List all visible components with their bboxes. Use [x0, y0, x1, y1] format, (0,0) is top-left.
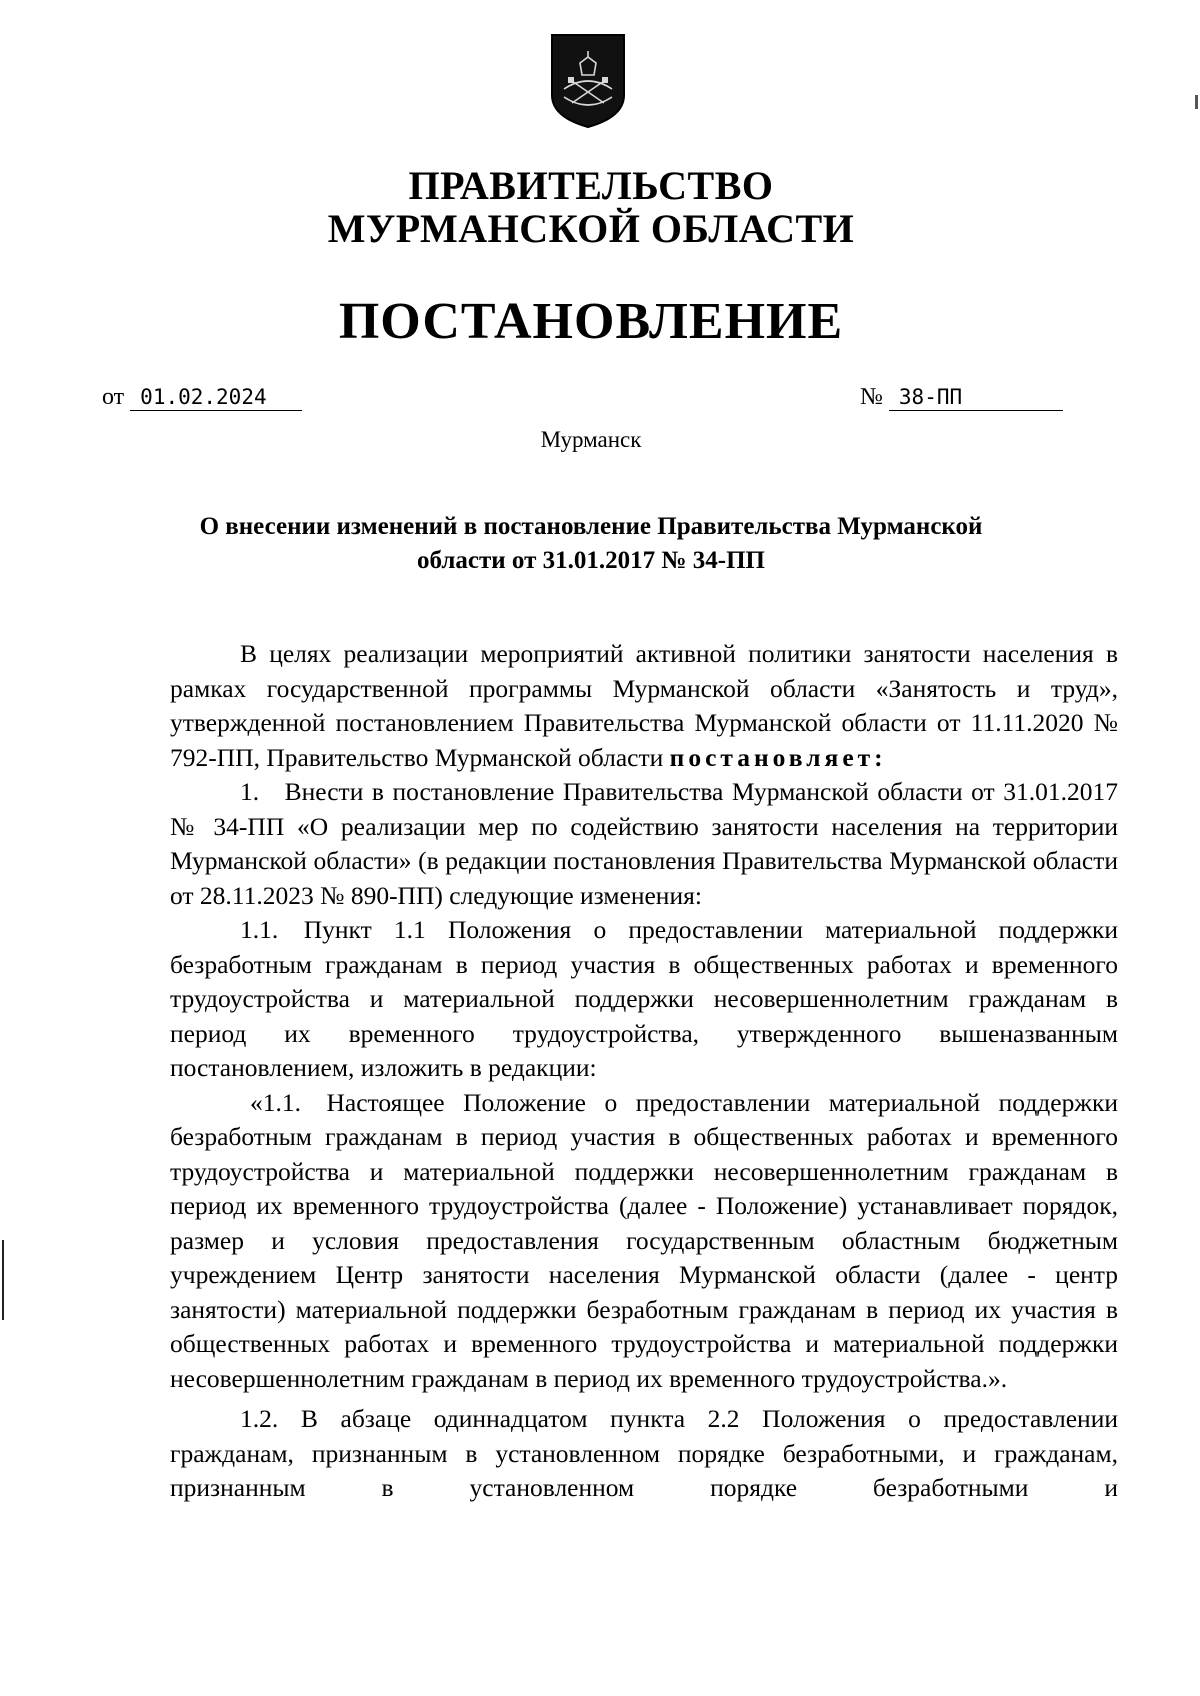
date-value: 01.02.2024 — [130, 385, 302, 411]
item-1-1-paragraph: 1.1. Пункт 1.1 Положения о предоставлении материальной поддержки безработным гражданам в период участия в общественных работах и временного трудоустройства и материальной поддержки несовершеннолетним гражданам в период их временного трудоустройства, утвержденного вышеназванным постановлением, изложить в редакции: — [170, 915, 1118, 1082]
subject-line2: области от 31.01.2017 № 34-ПП — [417, 547, 765, 574]
scan-edge-mark — [2, 1240, 4, 1320]
coat-of-arms-emblem — [550, 33, 626, 129]
document-date — [102, 384, 302, 411]
date-prefix: от — [102, 384, 125, 410]
document-type: ПОСТАНОВЛЕНИЕ — [338, 293, 844, 350]
item-1-paragraph: 1. Внести в постановление Правительства Мурманской области от 31.01.2017 № 34-ПП «О реализации мер по содействию занятости населения на территории Мурманской области» (в редакции постановления Правительства Мурманской области от 28.11.2023 № 890-ПП) следующие изменения: — [170, 777, 1118, 910]
quoted-item-1-1-paragraph: «1.1. Настоящее Положение о предоставлении материальной поддержки безработным гражданам в период участия в общественных работах и временного трудоустройства и материальной поддержки несовершеннолетним гражданам в период их временного трудоустройства (далее - Положение) устанавливает порядок, размер и условия предоставления государственным областным бюджетным учреждением Центр занятости населения Мурманской области (далее - центр занятости) материальной поддержки безработным гражданам в период их участия в общественных работах и временного трудоустройства и материальной поддержки несовершеннолетним гражданам в период их временного трудоустройства.». — [170, 1087, 1118, 1393]
number-value: 38-ПП — [889, 385, 1063, 411]
document-body — [170, 637, 1118, 1506]
subject-line1: О внесении изменений в постановление Правительства Мурманской — [199, 513, 983, 540]
document-number — [860, 384, 1063, 411]
item-1-2-paragraph: 1.2. В абзаце одиннадцатом пункта 2.2 Положения о предоставлении гражданам, признанным в установленном порядке безработными, и гражданам, признанным в установленном порядке безработными и — [170, 1404, 1118, 1502]
number-prefix: № — [860, 384, 883, 410]
scan-edge-mark — [1195, 95, 1198, 109]
preamble-paragraph — [170, 637, 1118, 775]
preamble-text: В целях реализации мероприятий активной политики занятости населения в рамках государственной программы Мурманской области «Занятость и труд», утвержденной постановлением Правительства Мурманской области от 11.11.2020 № 792-ПП, Правительство Мурманской области — [170, 639, 1118, 772]
organization-name-line2: МУРМАНСКОЙ ОБЛАСТИ — [327, 206, 855, 251]
document-subject — [0, 510, 1182, 578]
city-name: Мурманск — [540, 427, 642, 452]
organization-name-line1: ПРАВИТЕЛЬСТВО — [408, 163, 774, 208]
decree-word: постановляет: — [669, 742, 887, 772]
